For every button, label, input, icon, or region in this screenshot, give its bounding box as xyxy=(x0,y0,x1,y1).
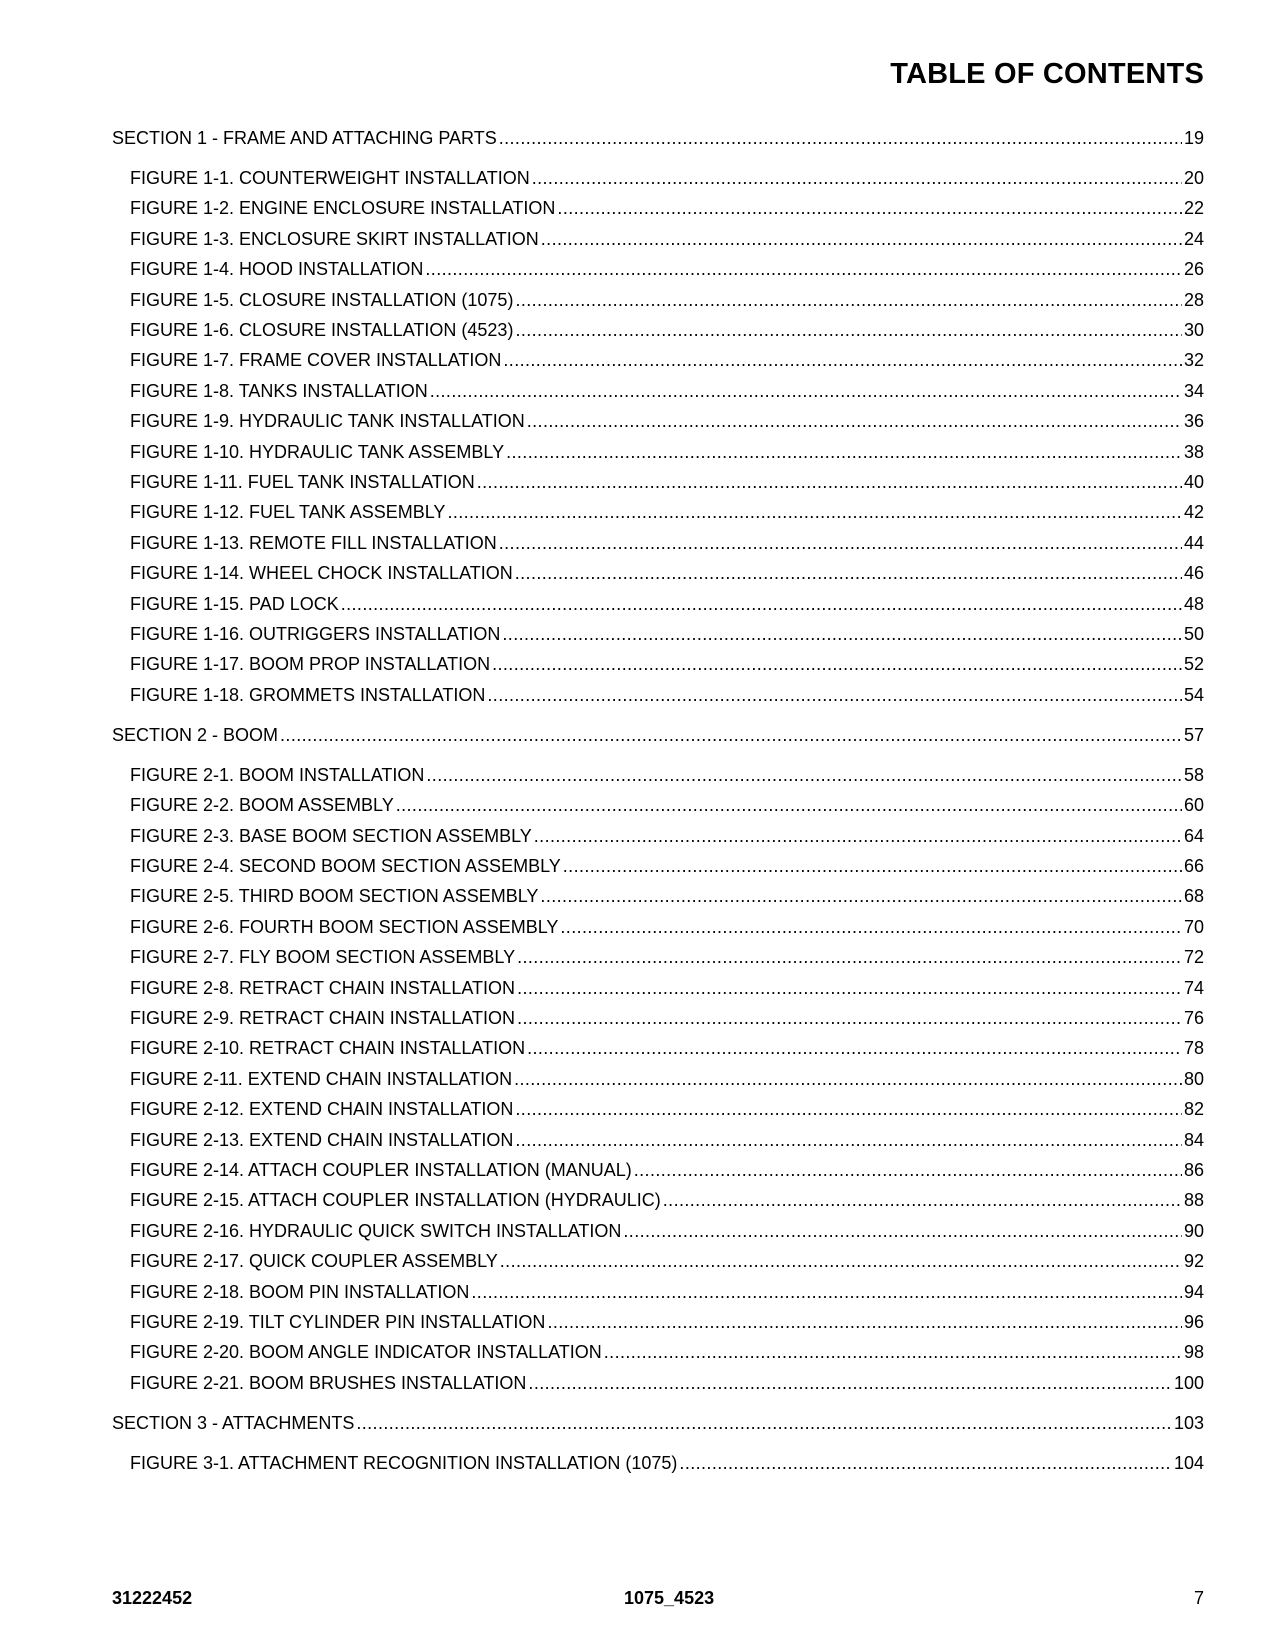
toc-entry-label: FIGURE 1-3. ENCLOSURE SKIRT INSTALLATION xyxy=(130,229,539,249)
toc-figure-entry[interactable] xyxy=(130,795,1204,819)
toc-figure-entry[interactable] xyxy=(130,1190,1204,1214)
dot-leader xyxy=(679,1453,1172,1474)
toc-entry-label: FIGURE 2-4. SECOND BOOM SECTION ASSEMBLY xyxy=(130,856,561,876)
toc-entry-page: 34 xyxy=(1183,381,1204,401)
toc-figure-entry[interactable] xyxy=(130,1038,1204,1062)
dot-leader xyxy=(515,1099,1182,1120)
toc-entry-page: 60 xyxy=(1183,795,1204,815)
toc-figure-entry[interactable] xyxy=(130,259,1204,283)
toc-entry-page: 64 xyxy=(1183,826,1204,846)
toc-entry-page: 28 xyxy=(1183,290,1204,310)
dot-leader xyxy=(341,594,1182,615)
toc-entry-label: FIGURE 1-4. HOOD INSTALLATION xyxy=(130,259,424,279)
toc-figure-entry[interactable] xyxy=(130,381,1204,405)
toc-entry-label: FIGURE 1-8. TANKS INSTALLATION xyxy=(130,381,428,401)
toc-figure-entry[interactable] xyxy=(130,1221,1204,1245)
toc-figure-entry[interactable] xyxy=(130,1342,1204,1366)
toc-entry-label: SECTION 3 - ATTACHMENTS xyxy=(112,1413,355,1433)
dot-leader xyxy=(527,1038,1182,1059)
toc-entry-page: 57 xyxy=(1183,725,1204,745)
footer-part-number: 31222452 xyxy=(112,1588,193,1608)
dot-leader xyxy=(532,168,1182,189)
toc-entry-page: 58 xyxy=(1183,765,1204,785)
toc-section-entry[interactable] xyxy=(112,1413,1204,1437)
toc-figure-entry[interactable] xyxy=(130,168,1204,192)
toc-section-entry[interactable] xyxy=(112,725,1204,749)
toc-entry-label: FIGURE 2-5. THIRD BOOM SECTION ASSEMBLY xyxy=(130,886,539,906)
toc-entry-label: FIGURE 1-6. CLOSURE INSTALLATION (4523) xyxy=(130,320,514,340)
toc-entry-page: 19 xyxy=(1183,128,1204,148)
toc-figure-entry[interactable] xyxy=(130,1099,1204,1123)
toc-entry-page: 98 xyxy=(1183,1342,1204,1362)
toc-section-entry[interactable] xyxy=(112,128,1204,152)
toc-figure-entry[interactable] xyxy=(130,1251,1204,1275)
dot-leader xyxy=(623,1221,1182,1242)
toc-entry-label: FIGURE 1-7. FRAME COVER INSTALLATION xyxy=(130,350,502,370)
toc-entry-label: FIGURE 1-16. OUTRIGGERS INSTALLATION xyxy=(130,624,501,644)
toc-entry-label: FIGURE 1-13. REMOTE FILL INSTALLATION xyxy=(130,533,497,553)
toc-entry-label: FIGURE 1-12. FUEL TANK ASSEMBLY xyxy=(130,502,446,522)
toc-figure-entry[interactable] xyxy=(130,594,1204,618)
toc-figure-entry[interactable] xyxy=(130,533,1204,557)
toc-entry-label: FIGURE 2-10. RETRACT CHAIN INSTALLATION xyxy=(130,1038,526,1058)
dot-leader xyxy=(515,290,1182,311)
toc-entry-page: 42 xyxy=(1183,502,1204,522)
toc-entry-label: FIGURE 1-11. FUEL TANK INSTALLATION xyxy=(130,472,475,492)
dot-leader xyxy=(517,1008,1182,1029)
toc-entry-label: FIGURE 1-1. COUNTERWEIGHT INSTALLATION xyxy=(130,168,530,188)
toc-entry-page: 38 xyxy=(1183,442,1204,462)
toc-figure-entry[interactable] xyxy=(130,886,1204,910)
dot-leader xyxy=(487,685,1182,706)
toc-entry-label: FIGURE 3-1. ATTACHMENT RECOGNITION INSTALLATION (1075) xyxy=(130,1453,678,1473)
toc-figure-entry[interactable] xyxy=(130,685,1204,709)
dot-leader xyxy=(471,1282,1182,1303)
toc-entry-page: 76 xyxy=(1183,1008,1204,1028)
dot-leader xyxy=(515,563,1182,584)
toc-figure-entry[interactable] xyxy=(130,1282,1204,1306)
toc-figure-entry[interactable] xyxy=(130,472,1204,496)
toc-entry-label: FIGURE 2-20. BOOM ANGLE INDICATOR INSTALLATION xyxy=(130,1342,602,1362)
toc-entry-label: FIGURE 2-18. BOOM PIN INSTALLATION xyxy=(130,1282,470,1302)
toc-entry-page: 30 xyxy=(1183,320,1204,340)
toc-figure-entry[interactable] xyxy=(130,563,1204,587)
toc-entry-label: FIGURE 1-2. ENGINE ENCLOSURE INSTALLATION xyxy=(130,198,556,218)
toc-entry-label: FIGURE 2-16. HYDRAULIC QUICK SWITCH INSTALLATION xyxy=(130,1221,622,1241)
dot-leader xyxy=(514,1069,1182,1090)
dot-leader xyxy=(503,350,1182,371)
dot-leader xyxy=(534,826,1182,847)
toc-figure-entry[interactable] xyxy=(130,442,1204,466)
toc-entry-page: 24 xyxy=(1183,229,1204,249)
dot-leader xyxy=(499,533,1182,554)
toc-entry-label: FIGURE 2-19. TILT CYLINDER PIN INSTALLATION xyxy=(130,1312,546,1332)
dot-leader xyxy=(492,654,1182,675)
toc-entry-label: FIGURE 2-14. ATTACH COUPLER INSTALLATION (MANUAL) xyxy=(130,1160,632,1180)
toc-entry-label: FIGURE 1-15. PAD LOCK xyxy=(130,594,339,614)
toc-entry-page: 88 xyxy=(1183,1190,1204,1210)
toc-entry-label: FIGURE 2-7. FLY BOOM SECTION ASSEMBLY xyxy=(130,947,516,967)
toc-entry-label: FIGURE 1-17. BOOM PROP INSTALLATION xyxy=(130,654,491,674)
toc-entry-label: FIGURE 1-10. HYDRAULIC TANK ASSEMBLY xyxy=(130,442,505,462)
dot-leader xyxy=(425,259,1182,280)
dot-leader xyxy=(517,947,1182,968)
toc-entry-page: 46 xyxy=(1183,563,1204,583)
toc-entry-page: 72 xyxy=(1183,947,1204,967)
toc-entry-page: 84 xyxy=(1183,1130,1204,1150)
toc-entry-label: SECTION 2 - BOOM xyxy=(112,725,279,745)
toc-entry-label: FIGURE 2-13. EXTEND CHAIN INSTALLATION xyxy=(130,1130,514,1150)
toc-entry-page: 48 xyxy=(1183,594,1204,614)
dot-leader xyxy=(663,1190,1182,1211)
page-title: TABLE OF CONTENTS xyxy=(890,58,1204,90)
dot-leader xyxy=(506,442,1182,463)
toc-entry-page: 100 xyxy=(1173,1373,1204,1393)
footer-model: 1075_4523 xyxy=(624,1588,715,1608)
toc-entry-label: SECTION 1 - FRAME AND ATTACHING PARTS xyxy=(112,128,497,148)
toc-figure-entry[interactable] xyxy=(130,1373,1204,1397)
dot-leader xyxy=(515,320,1182,341)
toc-figure-entry[interactable] xyxy=(130,947,1204,971)
toc-entry-label: FIGURE 2-17. QUICK COUPLER ASSEMBLY xyxy=(130,1251,498,1271)
toc-entry-page: 54 xyxy=(1183,685,1204,705)
toc-entry-page: 90 xyxy=(1183,1221,1204,1241)
toc-entry-page: 82 xyxy=(1183,1099,1204,1119)
dot-leader xyxy=(560,917,1182,938)
toc-entry-label: FIGURE 2-6. FOURTH BOOM SECTION ASSEMBLY xyxy=(130,917,559,937)
dot-leader xyxy=(563,856,1182,877)
dot-leader xyxy=(500,1251,1182,1272)
toc-entry-page: 52 xyxy=(1183,654,1204,674)
toc-entry-page: 80 xyxy=(1183,1069,1204,1089)
toc-entry-label: FIGURE 2-9. RETRACT CHAIN INSTALLATION xyxy=(130,1008,516,1028)
toc-figure-entry[interactable] xyxy=(130,1008,1204,1032)
toc-figure-entry[interactable] xyxy=(130,856,1204,880)
toc-figure-entry[interactable] xyxy=(130,917,1204,941)
toc-entry-page: 66 xyxy=(1183,856,1204,876)
toc-figure-entry[interactable] xyxy=(130,1160,1204,1184)
dot-leader xyxy=(528,1373,1172,1394)
dot-leader xyxy=(396,795,1182,816)
toc-entry-label: FIGURE 2-21. BOOM BRUSHES INSTALLATION xyxy=(130,1373,527,1393)
toc-entry-page: 36 xyxy=(1183,411,1204,431)
toc-entry-label: FIGURE 1-9. HYDRAULIC TANK INSTALLATION xyxy=(130,411,525,431)
toc-figure-entry[interactable] xyxy=(130,1453,1204,1477)
toc-figure-entry[interactable] xyxy=(130,229,1204,253)
toc-entry-page: 86 xyxy=(1183,1160,1204,1180)
toc-entry-page: 40 xyxy=(1183,472,1204,492)
toc-entry-page: 78 xyxy=(1183,1038,1204,1058)
toc-entry-label: FIGURE 2-1. BOOM INSTALLATION xyxy=(130,765,425,785)
toc-entry-label: FIGURE 1-5. CLOSURE INSTALLATION (1075) xyxy=(130,290,514,310)
dot-leader xyxy=(634,1160,1182,1181)
toc-figure-entry[interactable] xyxy=(130,1312,1204,1336)
toc-figure-entry[interactable] xyxy=(130,1069,1204,1093)
toc-entry-page: 68 xyxy=(1183,886,1204,906)
dot-leader xyxy=(356,1413,1172,1434)
toc-figure-entry[interactable] xyxy=(130,624,1204,648)
toc-figure-entry[interactable] xyxy=(130,502,1204,526)
toc-entry-page: 50 xyxy=(1183,624,1204,644)
toc-entry-page: 26 xyxy=(1183,259,1204,279)
dot-leader xyxy=(430,381,1182,402)
dot-leader xyxy=(604,1342,1182,1363)
toc-figure-entry[interactable] xyxy=(130,765,1204,789)
dot-leader xyxy=(527,411,1182,432)
toc-entry-page: 22 xyxy=(1183,198,1204,218)
toc-figure-entry[interactable] xyxy=(130,1130,1204,1154)
toc-entry-label: FIGURE 2-11. EXTEND CHAIN INSTALLATION xyxy=(130,1069,513,1089)
toc-figure-entry[interactable] xyxy=(130,320,1204,344)
dot-leader xyxy=(541,229,1182,250)
toc-figure-entry[interactable] xyxy=(130,350,1204,374)
toc-entry-page: 32 xyxy=(1183,350,1204,370)
toc-entry-label: FIGURE 2-12. EXTEND CHAIN INSTALLATION xyxy=(130,1099,514,1119)
toc-entry-label: FIGURE 2-3. BASE BOOM SECTION ASSEMBLY xyxy=(130,826,532,846)
toc-figure-entry[interactable] xyxy=(130,826,1204,850)
toc-figure-entry[interactable] xyxy=(130,654,1204,678)
dot-leader xyxy=(540,886,1182,907)
toc-entry-page: 104 xyxy=(1173,1453,1204,1473)
toc-entry-label: FIGURE 2-15. ATTACH COUPLER INSTALLATION (HYDRAULIC) xyxy=(130,1190,661,1210)
dot-leader xyxy=(547,1312,1182,1333)
dot-leader xyxy=(499,128,1182,149)
dot-leader xyxy=(515,1130,1182,1151)
dot-leader xyxy=(426,765,1182,786)
toc-entry-page: 74 xyxy=(1183,978,1204,998)
toc-figure-entry[interactable] xyxy=(130,290,1204,314)
toc-figure-entry[interactable] xyxy=(130,198,1204,222)
toc-entry-page: 94 xyxy=(1183,1282,1204,1302)
dot-leader xyxy=(280,725,1182,746)
toc-entry-label: FIGURE 2-2. BOOM ASSEMBLY xyxy=(130,795,394,815)
toc-entry-label: FIGURE 1-14. WHEEL CHOCK INSTALLATION xyxy=(130,563,513,583)
dot-leader xyxy=(557,198,1182,219)
toc-figure-entry[interactable] xyxy=(130,978,1204,1002)
dot-leader xyxy=(477,472,1182,493)
dot-leader xyxy=(447,502,1182,523)
toc-entry-page: 20 xyxy=(1183,168,1204,188)
toc-entry-page: 96 xyxy=(1183,1312,1204,1332)
toc-entry-label: FIGURE 2-8. RETRACT CHAIN INSTALLATION xyxy=(130,978,516,998)
toc-entry-page: 44 xyxy=(1183,533,1204,553)
toc-entry-page: 92 xyxy=(1183,1251,1204,1271)
toc-entry-page: 103 xyxy=(1173,1413,1204,1433)
toc-figure-entry[interactable] xyxy=(130,411,1204,435)
footer-page-number: 7 xyxy=(1193,1588,1204,1608)
toc-entry-label: FIGURE 1-18. GROMMETS INSTALLATION xyxy=(130,685,486,705)
dot-leader xyxy=(502,624,1182,645)
toc-entry-page: 70 xyxy=(1183,917,1204,937)
dot-leader xyxy=(517,978,1182,999)
